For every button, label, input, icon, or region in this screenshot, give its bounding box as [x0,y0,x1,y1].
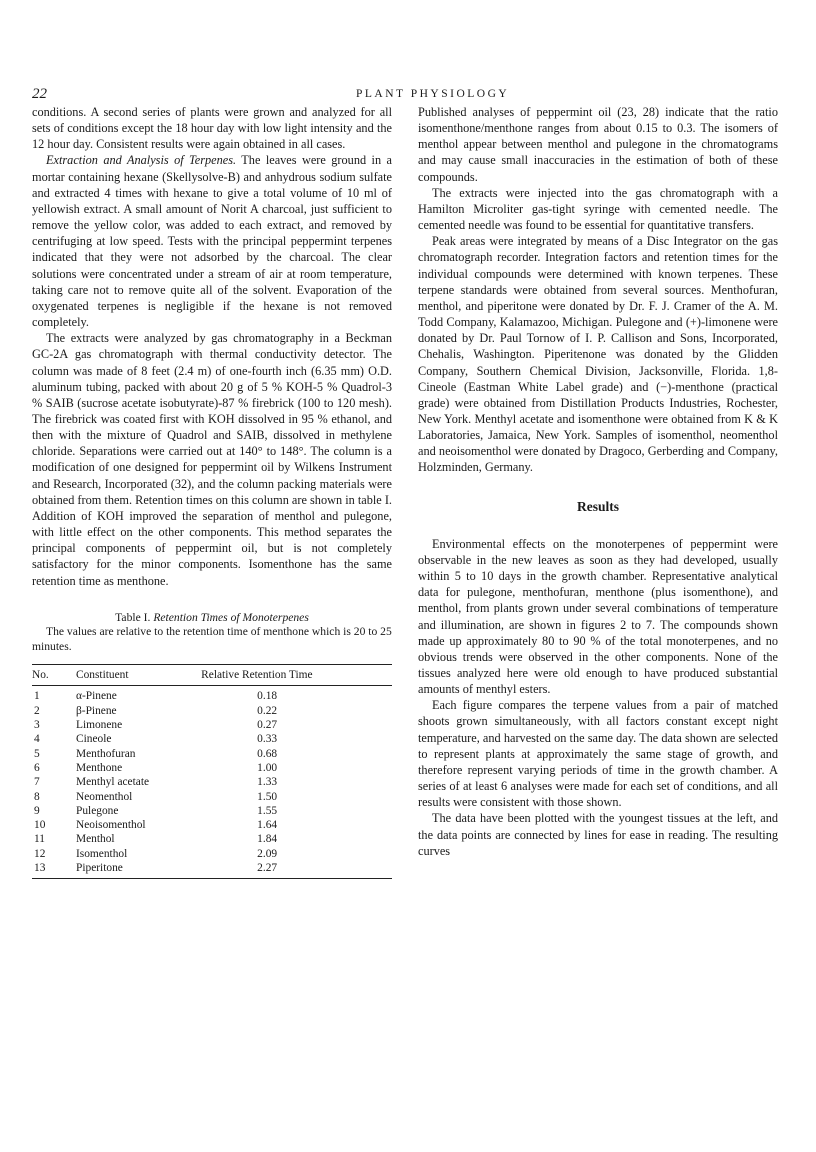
cell-retention-time: 1.55 [257,804,278,817]
table-note: The values are relative to the retention time of menthone which is 20 to 25 minutes. [32,625,392,653]
table-row [32,804,392,818]
cell-constituent: Cineole [76,733,112,746]
cell-no: 13 [34,862,46,875]
cell-no: 4 [34,733,40,746]
cell-retention-time: 1.84 [257,833,278,846]
cell-constituent: Neomenthol [76,790,133,803]
paragraph: Each figure compares the terpene values from a pair of matched shoots grown simultaneously, with all factors constant except night temperature, and harvested on the same day. The data shown are selected to represent plants at approximately the same stage of growth, and therefore represent varying periods of time in the growth chamber. A series of at least 6 analyses were made for each set of conditions, and all results were consistent with those shown. [418,698,778,810]
paragraph: Environmental effects on the monoterpenes of peppermint were observable in the new leaves as soon as they had developed, usually within 5 to 10 days in the growth chamber. Representative analytical data for pulegone, menthofuran, menthone (plus isomenthone), and menthol, from plants grown under several combinations of temperature and illumination, are shown in figures 2 to 7. The compounds shown made up approximately 80 to 90 % of the total monoterpenes, and no obvious trends were observed in the other components. None of the tissues analyzed here were old enough to have produced substantial amounts of menthyl esters. [418,536,778,697]
cell-retention-time: 0.18 [257,690,278,703]
paragraph: The extracts were analyzed by gas chromatography in a Beckman GC-2A gas chromatograph with thermal conductivity detector. The column was made of 8 feet (2.4 m) of one-fourth inch (6.35 mm) O.D. aluminum tubing, packed with about 20 g of 5 % KOH-5 % Quadrol-3 % SAIB (sucrose acetate isobutyrate)-87 % firebrick (100 to 120 mesh). The firebrick was coated first with KOH dissolved in 95 % ethanol, and then with the mixture of Quadrol and SAIB, dissolved in methylene chloride. Separations were carried out at 140° to 148°. The column is a modification of one designed for peppermint oil by Wilkens Instrument and Research, Incorporated (32), and the column packing materials were obtained from them. Retention times on this column are shown in table I. Addition of KOH improved the separation of menthol and pulegone, with little effect on the other components. This method separates the principal components of peppermint oil, but is not completely satisfactory for the minor components. Isomenthone has the same retention time as menthone. [32,331,392,588]
cell-retention-time: 2.09 [257,847,278,860]
cell-retention-time: 0.33 [257,733,278,746]
cell-retention-time: 0.68 [257,747,278,760]
right-column [418,104,778,859]
paragraph: The data have been plotted with the youngest tissues at the left, and the data points are connected by lines for ease in reading. The resulting curves [418,811,778,858]
table-row [32,718,392,732]
table-row [32,732,392,746]
table-row [32,704,392,718]
paragraph: conditions. A second series of plants were grown and analyzed for all sets of conditions except the 18 hour day with low light intensity and the 12 hour day. Consistent results were again obtained in all cases. [32,105,392,152]
cell-no: 7 [34,776,40,789]
results-heading: Results [576,498,619,514]
left-column [32,104,392,879]
cell-no: 8 [34,790,40,803]
cell-no: 11 [34,833,45,846]
table-label: Table I. [115,610,151,624]
paragraph: The extracts were injected into the gas chromatograph with a Hamilton Microliter gas-tight syringe with cemented needle. The cemented needle was found to be essential for quantitative transfers. [418,185,778,233]
table-body [32,686,392,879]
column-header-no: No. [32,665,76,686]
cell-no: 12 [34,847,46,860]
cell-constituent: Limonene [76,719,123,732]
cell-no: 2 [34,704,40,717]
cell-no: 6 [34,761,40,774]
column-header-constituent: Constituent [76,665,201,686]
cell-no: 5 [34,747,40,760]
table-row [32,775,392,789]
cell-constituent: α-Pinene [76,690,117,703]
page-number: 22 [32,86,47,102]
run-in-heading: Extraction and Analysis of Terpenes. [46,153,237,168]
cell-no: 3 [34,719,40,732]
cell-retention-time: 1.33 [257,776,278,789]
cell-no: 1 [34,690,40,703]
table-caption [32,611,392,655]
table-row [32,861,392,879]
table-row [32,818,392,832]
table-row [32,847,392,861]
retention-times-table [32,664,392,879]
cell-constituent: Isomenthol [76,847,128,860]
table-title [32,611,392,626]
cell-retention-time: 0.22 [257,704,278,717]
paragraph: Peak areas were integrated by means of a Disc Integrator on the gas chromatograph recorder. Integration factors and retention times for the individual compounds were determined with known terpenes. These terpene standards were obtained from several sources. Menthofuran, menthol, and piperitone were donated by Dr. F. J. Cramer of the A. M. Todd Company, Kalamazoo, Michigan. Pulegone and (+)-limonene were donated by Dr. Paul Tornow of I. P. Callison and Sons, Incorporated, Chehalis, Washington. Piperitenone was donated by the Glidden Company, Southern Chemical Division, Jacksonville, Florida. 1,8-Cineole (Eastman White Label grade) and (−)-menthone (practical grade) were obtained from Distillation Products Industries, Rochester, New York. Menthyl acetate and isomenthone were obtained from K & K Laboratories, Jamaica, New York. Samples of isomenthol, neomenthol and neoisomenthol were donated by Dragoco, Gerberding and Company, Holzminden, Germany. [418,234,778,475]
cell-retention-time: 1.00 [257,761,278,774]
cell-constituent: Neoisomenthol [76,819,146,832]
cell-retention-time: 2.27 [257,862,278,875]
cell-constituent: β-Pinene [76,704,117,717]
cell-no: 10 [34,819,46,832]
table-row [32,747,392,761]
cell-constituent: Menthofuran [76,747,136,760]
table-name: Retention Times of Monoterpenes [153,610,309,624]
column-header-retention: Relative Retention Time [201,665,392,686]
cell-retention-time: 1.50 [257,790,278,803]
table-row [32,790,392,804]
table-header-row [32,665,392,686]
cell-retention-time: 1.64 [257,819,278,832]
paragraph-body: The leaves were ground in a mortar containing hexane (Skellysolve-B) and anhydrous sodium sulfate and extracted 4 times with hexane to give a total volume of 10 ml of yellowish extract. A small amount of Norit A charcoal, just sufficient to remove the yellow color, was added to each extract, and removed by centrifuging at low speed. Tests with the principal peppermint terpenes indicated that they were not adsorbed by the charcoal. The clear solutions were concentrated under a stream of air at room temperature, taking care not to remove quite all of the solvent. Evaporation of the oxygenated terpenes is negligible if the hexane is not removed completely. [32,153,392,330]
table-row [32,761,392,775]
cell-constituent: Menthol [76,833,115,846]
cell-constituent: Piperitone [76,862,123,875]
paragraph [32,152,392,330]
cell-constituent: Menthyl acetate [76,776,150,789]
cell-constituent: Menthone [76,761,123,774]
cell-no: 9 [34,804,40,817]
table-row [32,832,392,846]
paragraph: Published analyses of peppermint oil (23, 28) indicate that the ratio isomenthone/menthone ranges from about 0.15 to 0.3. The isomers of menthol appear between menthol and pulegone in the chromatograms and may cause small inaccuracies in the estimation of both of these compounds. [418,105,778,184]
table-row [32,686,392,704]
running-head: PLANT PHYSIOLOGY [356,88,510,100]
cell-retention-time: 0.27 [257,719,278,732]
cell-constituent: Pulegone [76,804,119,817]
